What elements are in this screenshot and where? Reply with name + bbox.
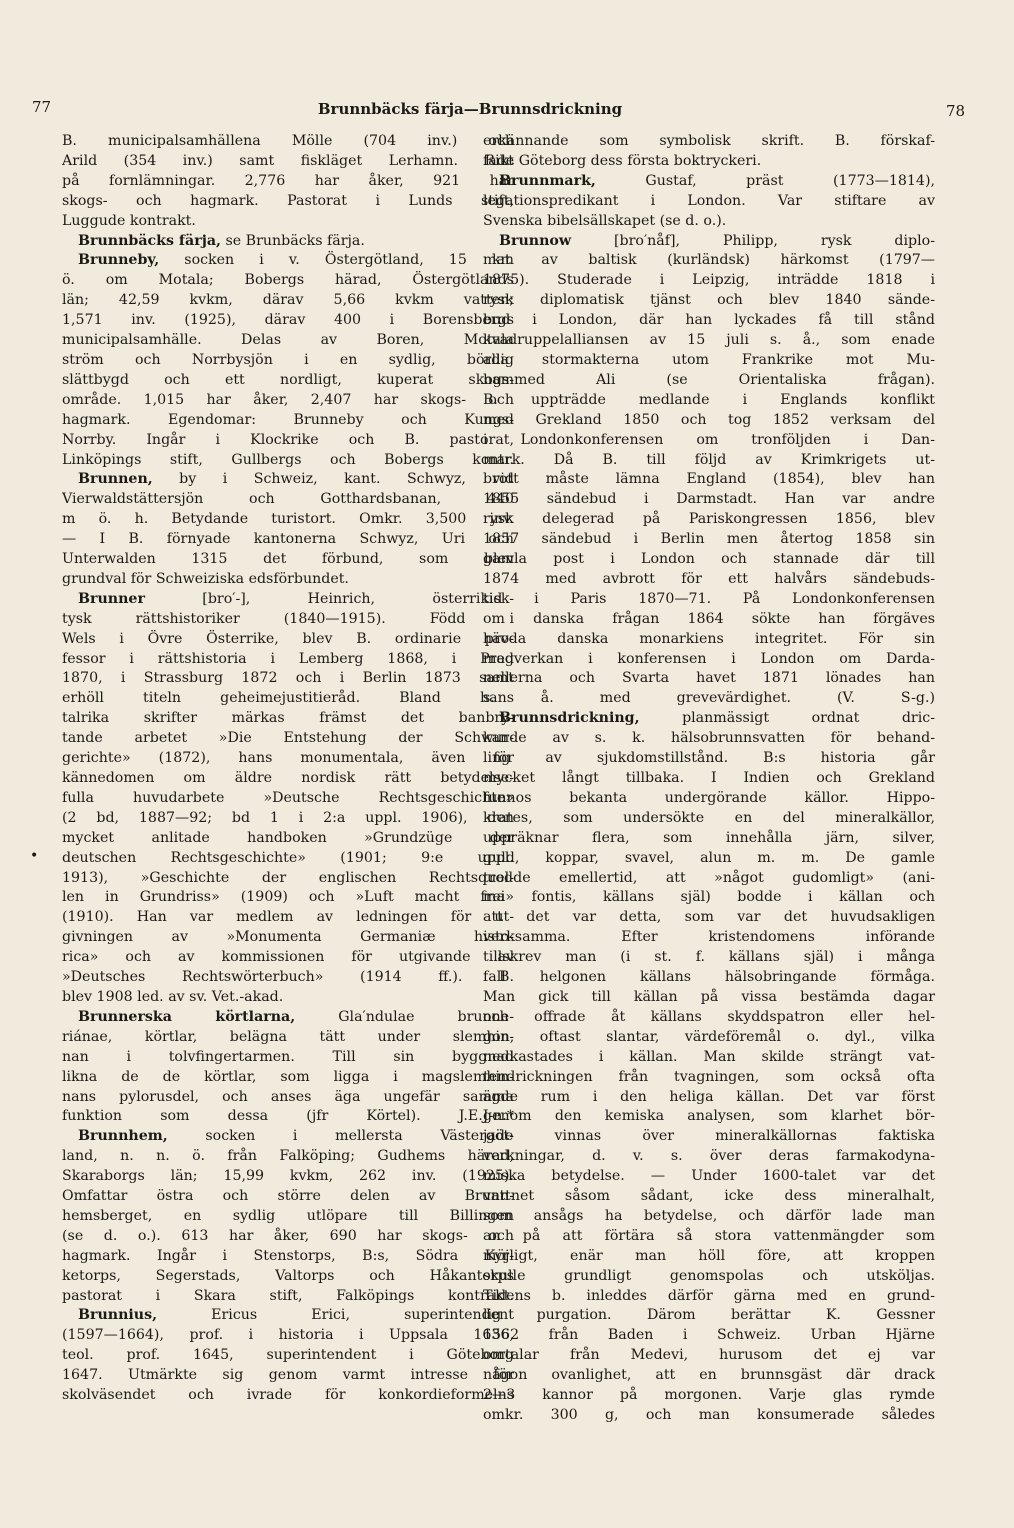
text-line bbox=[483, 172, 935, 192]
line-text: givningen av »Monumenta Germaniæ histo- bbox=[62, 929, 514, 946]
line-text: uppräknar flera, som innehålla järn, silver, bbox=[483, 829, 935, 846]
line-text: lig purgation. Därom berättar K. Gessner bbox=[483, 1307, 935, 1324]
text-line bbox=[483, 1008, 935, 1028]
text-line bbox=[483, 152, 935, 172]
text-line bbox=[62, 431, 514, 451]
text-line bbox=[483, 869, 935, 889]
text-line bbox=[62, 908, 514, 928]
line-text: deutschen Rechtsgeschichte» (1901; 9:e uppl. bbox=[62, 849, 514, 866]
text-line bbox=[62, 1187, 514, 1207]
line-text: [bro′-], Heinrich, österrikisk- bbox=[144, 590, 514, 607]
text-line bbox=[62, 650, 514, 670]
line-text: Ericus Erici, superintendent bbox=[157, 1307, 514, 1324]
entry-headword: Brunnmark, bbox=[499, 172, 596, 189]
line-text: 1913), »Geschichte der englischen Rechtsquel- bbox=[62, 869, 514, 886]
line-text: på fornlämningar. 2,776 har åker, 921 har bbox=[62, 172, 514, 189]
text-line bbox=[62, 809, 514, 829]
text-line bbox=[62, 1207, 514, 1227]
text-line bbox=[62, 490, 514, 510]
text-line bbox=[62, 610, 514, 630]
line-text: kvadruppelalliansen av 15 juli s. å., som enade bbox=[483, 332, 935, 349]
line-text: ketorps, Segerstads, Valtorps och Håkantorps bbox=[62, 1267, 514, 1284]
line-text: nans pylorusdel, och anses äga ungefär samma bbox=[62, 1088, 514, 1105]
text-line bbox=[62, 928, 514, 948]
text-line bbox=[62, 769, 514, 789]
line-text: ma fontis, källans själ) bodde i källan och bbox=[483, 889, 935, 906]
text-line bbox=[62, 331, 514, 351]
text-line bbox=[62, 689, 514, 709]
entry-headword: Brunner bbox=[78, 590, 145, 607]
line-text: skolväsendet och ivrade för konkordieformelns bbox=[62, 1387, 514, 1404]
line-text: m ö. h. Betydande turistort. Omkr. 3,500 inv. bbox=[62, 511, 514, 528]
text-line bbox=[483, 431, 935, 451]
text-line bbox=[62, 888, 514, 908]
line-text: mat av baltisk (kurländsk) härkomst (1797— bbox=[483, 252, 935, 269]
text-line bbox=[483, 351, 935, 371]
text-line bbox=[62, 968, 514, 988]
text-line bbox=[483, 1247, 935, 1267]
text-line bbox=[483, 470, 935, 490]
line-text: (2 bd, 1887—92; bd 1 i 2:a uppl. 1906), den bbox=[62, 809, 514, 826]
line-text: grundval för Schweiziska edsförbundet. bbox=[62, 570, 349, 587]
text-line bbox=[483, 1287, 935, 1307]
line-text: 1875). Studerade i Leipzig, inträdde 1818 i bbox=[483, 272, 935, 289]
line-text: tendrickningen från tvagningen, som också ofta bbox=[483, 1068, 935, 1085]
line-text: krates, som undersökte en del mineralkällor, bbox=[483, 809, 935, 826]
text-line bbox=[62, 1326, 514, 1346]
text-line bbox=[62, 530, 514, 550]
text-line bbox=[483, 1068, 935, 1088]
line-text: B. uppträdde medlande i Englands konflikt bbox=[483, 391, 935, 408]
text-line bbox=[62, 232, 514, 252]
line-text: Arild (354 inv.) samt fiskläget Lerhamn. Rikt bbox=[62, 152, 514, 169]
line-text: tande arbetet »Die Entstehung der Schwur- bbox=[62, 730, 514, 747]
line-text: hagmark. Ingår i Stenstorps, B:s, Södra Kyr- bbox=[62, 1247, 514, 1264]
line-text: genom den kemiska analysen, som klarhet bör- bbox=[483, 1108, 935, 1125]
line-text: funktion som dessa (jfr Körtel). J.E.J-n.* bbox=[62, 1108, 514, 1125]
line-text: mycket anlitade handboken »Grundzüge der bbox=[62, 829, 514, 846]
line-text: område. 1,015 har åker, 2,407 har skogs- och bbox=[62, 391, 514, 408]
line-text: jade vinnas över mineralkällornas faktiska bbox=[483, 1128, 935, 1145]
text-line bbox=[483, 1227, 935, 1247]
left-column bbox=[62, 132, 514, 1502]
line-text: alla stormakterna utom Frankrike mot Mu- bbox=[483, 351, 935, 368]
line-text: Wels i Övre Österrike, blev B. ordinarie pro- bbox=[62, 630, 514, 647]
text-line bbox=[483, 510, 935, 530]
line-text: an på att förtära så stora vattenmängder som bbox=[483, 1227, 935, 1244]
text-line bbox=[62, 1008, 514, 1028]
text-line bbox=[62, 1386, 514, 1406]
text-line bbox=[483, 371, 935, 391]
text-line bbox=[483, 809, 935, 829]
line-text: planmässigt ordnat dric- bbox=[639, 710, 935, 727]
text-line bbox=[62, 729, 514, 749]
line-text: Tidens b. inleddes därför gärna med en grund- bbox=[483, 1287, 935, 1304]
text-line bbox=[483, 490, 935, 510]
line-text: hammed Ali (se Orientaliska frågan). bbox=[483, 371, 935, 388]
text-line bbox=[483, 132, 935, 152]
line-text: mycket långt tillbaka. I Indien och Grekland bbox=[483, 770, 935, 786]
line-text: Gustaf, präst (1773—1814), bbox=[595, 172, 935, 189]
line-text: att det var detta, som var det huvudsakligen bbox=[483, 909, 935, 926]
entry-headword: Brunnsdrickning, bbox=[499, 710, 640, 727]
text-line bbox=[62, 510, 514, 530]
line-text: miska betydelse. — Under 1600-talet var det bbox=[483, 1168, 935, 1185]
entry-headword: Brunnius, bbox=[78, 1307, 158, 1324]
line-text: likna de de körtlar, som ligga i magslemhin- bbox=[62, 1068, 514, 1085]
line-text: län; 42,59 kvkm, därav 5,66 kvkm vatten; bbox=[62, 292, 514, 309]
text-line bbox=[62, 669, 514, 689]
text-line bbox=[483, 789, 935, 809]
text-line bbox=[483, 1107, 935, 1127]
text-line bbox=[62, 172, 514, 192]
text-line bbox=[483, 192, 935, 212]
text-line bbox=[62, 212, 514, 232]
line-text: vattnet såsom sådant, icke dess mineralhalt, bbox=[483, 1188, 935, 1205]
text-line bbox=[62, 470, 514, 490]
line-text: 2—3 kannor på morgonen. Varje glas rymde bbox=[483, 1387, 935, 1404]
text-line bbox=[483, 1207, 935, 1227]
line-text: medverkan i konferensen i London om Darda- bbox=[483, 650, 935, 667]
text-line bbox=[483, 669, 935, 689]
line-text: municipalsamhälle. Delas av Boren, Motala bbox=[62, 332, 514, 349]
line-text: Linköpings stift, Gullbergs och Bobergs kontr. bbox=[62, 451, 514, 468]
text-line bbox=[483, 590, 935, 610]
text-line bbox=[483, 928, 935, 948]
text-line bbox=[483, 391, 935, 411]
text-line bbox=[483, 411, 935, 431]
line-text: kande av s. k. hälsobrunnsvatten för behand- bbox=[483, 730, 935, 747]
line-text: »Deutsches Rechtswörterbuch» (1914 ff.). B. bbox=[62, 969, 514, 986]
line-text: skogs- och hagmark. Pastorat i Lunds stift, bbox=[62, 192, 514, 209]
text-line bbox=[483, 749, 935, 769]
line-text: bud i London, där han lyckades få till stånd bbox=[483, 312, 935, 329]
line-text: gon, oftast slantar, värdeföremål o. dyl., vilka bbox=[483, 1028, 935, 1045]
line-text: och offrade åt källans skyddspatron eller hel- bbox=[483, 1008, 935, 1025]
line-text: 1647. Utmärkte sig genom varmt intresse för bbox=[62, 1367, 514, 1384]
page-number-right: 78 bbox=[946, 102, 966, 120]
text-line bbox=[483, 689, 935, 709]
text-line bbox=[483, 1326, 935, 1346]
text-line bbox=[483, 1147, 935, 1167]
line-text: som ansågs ha betydelse, och därför lade man bbox=[483, 1207, 935, 1224]
line-text: gamla post i London och stannade där till bbox=[483, 551, 935, 568]
line-text: Unterwalden 1315 det förbund, som blev bbox=[62, 551, 514, 568]
text-line bbox=[483, 1028, 935, 1048]
text-line bbox=[62, 291, 514, 311]
line-text: erhöll titeln geheimejustitieråd. Bland hans bbox=[62, 690, 514, 707]
text-line bbox=[62, 1306, 514, 1326]
line-text: ägde rum i den heliga källan. Det var först bbox=[483, 1088, 935, 1105]
line-text: nedkastades i källan. Man skilde strängt vat- bbox=[483, 1048, 935, 1065]
entry-headword: Brunnhem, bbox=[78, 1128, 168, 1145]
line-text: 1855 sändebud i Darmstadt. Han var andre bbox=[483, 491, 935, 508]
line-text: fessor i rättshistoria i Lemberg 1868, i Prag bbox=[62, 650, 514, 667]
text-line bbox=[62, 351, 514, 371]
line-text: [bro′nåf], Philipp, rysk diplo- bbox=[571, 232, 935, 249]
line-text: 1,571 inv. (1925), därav 400 i Borensbergs bbox=[62, 312, 514, 329]
text-line bbox=[483, 829, 935, 849]
line-text: mark. Då B. till följd av Krimkrigets ut- bbox=[483, 451, 935, 468]
text-line bbox=[483, 271, 935, 291]
text-line bbox=[483, 212, 935, 232]
line-text: legationspredikant i London. Var stiftare av bbox=[483, 192, 935, 209]
text-line bbox=[62, 1068, 514, 1088]
line-text: (se d. o.). 613 har åker, 690 har skogs- och bbox=[62, 1227, 514, 1244]
line-text: tillskrev man (i st. f. källans själ) i många bbox=[483, 949, 935, 966]
text-line bbox=[483, 968, 935, 988]
line-text: rica» och av kommissionen för utgivande av bbox=[62, 949, 514, 966]
entry-headword: Brunnen, bbox=[78, 471, 153, 488]
text-line bbox=[483, 908, 935, 928]
text-line bbox=[62, 391, 514, 411]
entry-headword: Brunnow bbox=[499, 232, 572, 249]
text-line bbox=[483, 888, 935, 908]
text-line bbox=[483, 849, 935, 869]
text-line bbox=[62, 152, 514, 172]
text-line bbox=[62, 749, 514, 769]
line-text: hävda danska monarkiens integritet. För sin bbox=[483, 630, 935, 647]
margin-bullet-icon: • bbox=[30, 848, 39, 864]
text-line bbox=[62, 192, 514, 212]
text-line bbox=[62, 311, 514, 331]
line-text: funnos bekanta undergörande källor. Hippo- bbox=[483, 789, 935, 806]
text-line bbox=[62, 1088, 514, 1108]
text-line bbox=[62, 789, 514, 809]
text-line bbox=[483, 451, 935, 471]
line-text: 1562 från Baden i Schweiz. Urban Hjärne bbox=[483, 1327, 935, 1344]
line-text: brott måste lämna England (1854), blev han bbox=[483, 471, 935, 488]
entry-headword: Brunnerska körtlarna, bbox=[78, 1008, 296, 1025]
text-line bbox=[62, 1048, 514, 1068]
text-line bbox=[483, 1167, 935, 1187]
line-text: omtalar från Medevi, hurusom det ej var bbox=[483, 1347, 935, 1364]
line-text: någon ovanlighet, att en brunnsgäst där drack bbox=[483, 1367, 935, 1384]
text-line bbox=[62, 849, 514, 869]
text-line bbox=[62, 1127, 514, 1147]
line-text: nellerna och Svarta havet 1871 lönades han bbox=[483, 670, 935, 687]
text-line bbox=[62, 869, 514, 889]
line-text: land, n. n. ö. från Falköping; Gudhems härad, bbox=[62, 1148, 514, 1165]
line-text: guld, koppar, svavel, alun m. m. De gamle bbox=[483, 849, 935, 866]
text-line bbox=[62, 1287, 514, 1307]
text-line bbox=[483, 570, 935, 590]
line-text: fall helgonen källans hälsobringande förmåga. bbox=[483, 969, 935, 986]
text-line bbox=[62, 1167, 514, 1187]
text-line bbox=[483, 251, 935, 271]
line-text: riánae, körtlar, belägna tätt under slemhin- bbox=[62, 1028, 514, 1045]
text-line bbox=[62, 1147, 514, 1167]
text-line bbox=[62, 590, 514, 610]
text-line bbox=[483, 610, 935, 630]
running-title: Brunnbäcks färja—Brunnsdrickning bbox=[317, 100, 623, 118]
line-text: i Londonkonferensen om tronföljden i Dan- bbox=[483, 431, 935, 448]
text-line bbox=[483, 1088, 935, 1108]
line-text: ström och Norrbysjön i en sydlig, bördig bbox=[62, 351, 514, 368]
text-line bbox=[483, 550, 935, 570]
line-text: omkr. 300 g, och man konsumerade således bbox=[483, 1407, 935, 1423]
line-text: tid i Paris 1870—71. På Londonkonferensen bbox=[483, 590, 935, 607]
line-text: med Grekland 1850 och tog 1852 verksam del bbox=[483, 411, 935, 428]
text-line bbox=[62, 630, 514, 650]
text-line bbox=[62, 709, 514, 729]
text-line bbox=[483, 291, 935, 311]
line-text: len in Grundriss» (1909) och »Luft macht frei» bbox=[62, 889, 514, 906]
line-text: Norrby. Ingår i Klockrike och B. pastorat, bbox=[62, 431, 514, 448]
line-text: hemsberget, en sydlig utlöpare till Billingen bbox=[62, 1207, 514, 1224]
line-text: Luggude kontrakt. bbox=[62, 212, 196, 229]
line-text: möjligt, enär man höll före, att kroppen bbox=[483, 1247, 935, 1264]
right-column bbox=[483, 132, 935, 1502]
line-text: fade Göteborg dess första boktryckeri. bbox=[483, 152, 762, 169]
text-line bbox=[62, 411, 514, 431]
line-text: Svenska bibelsällskapet (se d. o.). bbox=[483, 212, 727, 229]
text-line bbox=[483, 1187, 935, 1207]
line-text: pastorat i Skara stift, Falköpings kontrakt. bbox=[62, 1287, 514, 1304]
line-text: erkännande som symbolisk skrift. B. förskaf- bbox=[483, 133, 935, 149]
text-line bbox=[62, 251, 514, 271]
text-line bbox=[483, 650, 935, 670]
text-line bbox=[483, 729, 935, 749]
line-text: slättbygd och ett nordligt, kuperat skogs- bbox=[62, 371, 514, 388]
text-line bbox=[483, 1346, 935, 1366]
text-line bbox=[62, 1107, 514, 1127]
line-text: (1910). Han var medlem av ledningen för ut- bbox=[62, 909, 514, 926]
text-line bbox=[62, 570, 514, 590]
line-text: verksamma. Efter kristendomens införande bbox=[483, 929, 935, 946]
text-line bbox=[483, 530, 935, 550]
text-line bbox=[483, 709, 935, 729]
line-text: 1874 med avbrott för ett halvårs sändebuds- bbox=[483, 570, 935, 587]
text-line bbox=[62, 1267, 514, 1287]
text-line bbox=[62, 1366, 514, 1386]
line-text: se Brunbäcks färja. bbox=[220, 232, 365, 249]
text-line bbox=[483, 988, 935, 1008]
line-text: verkningar, d. v. s. över deras farmakodyna- bbox=[483, 1148, 935, 1165]
line-text: by i Schweiz, kant. Schwyz, vid bbox=[152, 471, 514, 488]
line-text: ling av sjukdomstillstånd. B:s historia går bbox=[483, 750, 935, 767]
text-line bbox=[483, 769, 935, 789]
line-text: nan i tolvfingertarmen. Till sin byggnad bbox=[62, 1048, 514, 1065]
line-text: talrika skrifter märkas främst det banbry- bbox=[62, 710, 514, 727]
line-text: tysk rättshistoriker (1840—1915). Född i bbox=[62, 610, 514, 627]
line-text: Gla′ndulae brunne- bbox=[295, 1008, 514, 1025]
text-line bbox=[483, 1267, 935, 1287]
entry-headword: Brunneby, bbox=[78, 252, 160, 269]
text-line bbox=[62, 1028, 514, 1048]
text-line bbox=[62, 1247, 514, 1267]
text-line bbox=[62, 371, 514, 391]
line-text: om danska frågan 1864 sökte han förgäves bbox=[483, 610, 935, 627]
entry-headword: Brunnbäcks färja, bbox=[78, 232, 221, 249]
line-text: fulla huvudarbete »Deutsche Rechtsgeschichte» bbox=[62, 789, 514, 806]
text-line bbox=[483, 1127, 935, 1147]
line-text: Omfattar östra och större delen av Brunn- bbox=[62, 1188, 514, 1205]
line-text: hagmark. Egendomar: Brunneby och Kungs- bbox=[62, 411, 514, 428]
text-line bbox=[62, 550, 514, 570]
line-text: Vierwaldstättersjön och Gotthardsbanan, 440 bbox=[62, 491, 514, 508]
text-line bbox=[62, 988, 514, 1008]
line-text: 1870, i Strassburg 1872 och i Berlin 1873 samt bbox=[62, 670, 514, 687]
text-line bbox=[483, 1386, 935, 1406]
text-line bbox=[483, 232, 935, 252]
line-text: ö. om Motala; Bobergs härad, Östergötlands bbox=[62, 272, 514, 289]
text-line bbox=[62, 829, 514, 849]
text-line bbox=[483, 331, 935, 351]
line-text: trodde emellertid, att »något gudomligt» (ani- bbox=[483, 869, 935, 886]
line-text: Skaraborgs län; 15,99 kvkm, 262 inv. (1925). bbox=[62, 1168, 514, 1185]
text-line bbox=[483, 1306, 935, 1326]
text-line bbox=[62, 1227, 514, 1247]
line-text: socken i mellersta Västergöt- bbox=[167, 1128, 514, 1145]
line-text: 1857 sändebud i Berlin men återtog 1858 sin bbox=[483, 531, 935, 548]
line-text: teol. prof. 1645, superintendent i Göteborg bbox=[62, 1347, 514, 1364]
line-text: — I B. förnyade kantonerna Schwyz, Uri och bbox=[62, 531, 514, 548]
text-line bbox=[62, 451, 514, 471]
text-line bbox=[483, 311, 935, 331]
line-text: (1597—1664), prof. i historia i Uppsala 1636, bbox=[62, 1327, 514, 1344]
text-line bbox=[62, 132, 514, 152]
line-text: socken i v. Östergötland, 15 km bbox=[159, 252, 514, 269]
text-line bbox=[62, 948, 514, 968]
line-text: rysk diplomatisk tjänst och blev 1840 sände- bbox=[483, 292, 935, 309]
line-text: kännedomen om äldre nordisk rätt betydelse- bbox=[62, 770, 514, 786]
line-text: Man gick till källan på vissa bestämda dagar bbox=[483, 988, 935, 1005]
text-line bbox=[483, 630, 935, 650]
line-text: s. å. med grevevärdighet. (V. S-g.) bbox=[483, 690, 935, 707]
line-text: rysk delegerad på Pariskongressen 1856, blev bbox=[483, 511, 935, 528]
line-text: gerichte» (1872), hans monumentala, även för bbox=[62, 750, 514, 767]
text-line bbox=[483, 1406, 935, 1426]
line-text: blev 1908 led. av sv. Vet.-akad. bbox=[62, 988, 284, 1005]
text-line bbox=[483, 1366, 935, 1386]
text-line bbox=[483, 1048, 935, 1068]
text-line bbox=[62, 271, 514, 291]
line-text: skulle grundligt genomspolas och utsköljas. bbox=[483, 1267, 935, 1284]
text-line bbox=[483, 948, 935, 968]
line-text: B. municipalsamhällena Mölle (704 inv.) och bbox=[62, 133, 514, 149]
text-line bbox=[62, 1346, 514, 1366]
page-number-left: 77 bbox=[32, 98, 52, 116]
